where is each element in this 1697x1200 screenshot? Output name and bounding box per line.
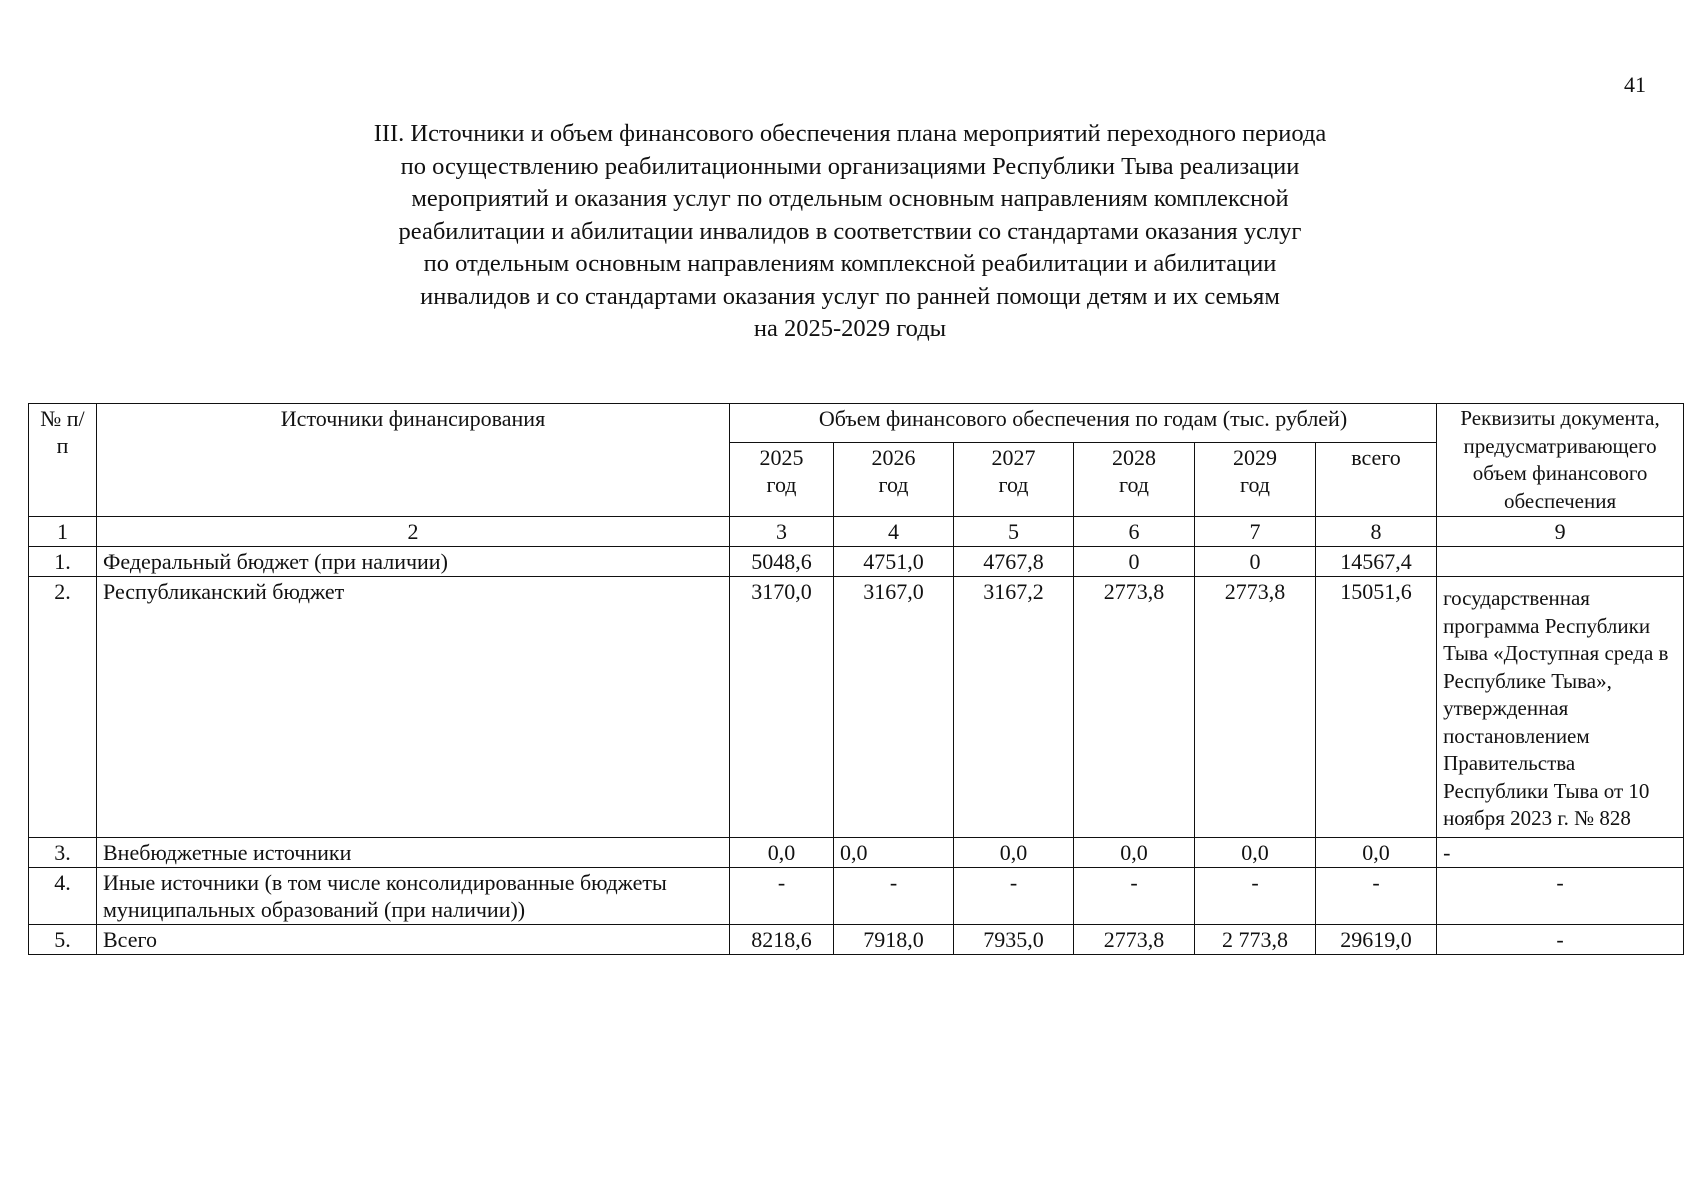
row-value-total: 14567,4 <box>1316 547 1437 577</box>
row-value-total: 15051,6 <box>1316 577 1437 838</box>
row-requisites: - <box>1437 924 1684 954</box>
column-number: 1 <box>29 517 97 547</box>
column-number: 7 <box>1195 517 1316 547</box>
table-row <box>29 867 1684 924</box>
row-value-2028: 2773,8 <box>1074 577 1195 838</box>
year-unit: год <box>1118 471 1150 497</box>
row-value-2027: - <box>954 867 1074 924</box>
title-line: инвалидов и со стандартами оказания услуг по ранней помощи детям и их семьям <box>420 282 1280 310</box>
row-value-2029: 0 <box>1195 547 1316 577</box>
year-label: 2025 <box>759 444 804 470</box>
title-line: мероприятий и оказания услуг по отдельным основным направлениям комплексной <box>411 185 1289 212</box>
row-value-2027: 4767,8 <box>954 547 1074 577</box>
row-source: Иные источники (в том числе консолидированные бюджеты муниципальных образований (при наличии)) <box>97 867 730 924</box>
column-number: 8 <box>1316 517 1437 547</box>
row-value-2029: 0,0 <box>1195 837 1316 867</box>
table-row <box>29 837 1684 867</box>
header-year-2026 <box>834 442 954 516</box>
row-value-2025: 8218,6 <box>730 924 834 954</box>
row-value-2029: 2 773,8 <box>1195 924 1316 954</box>
page-number: 41 <box>1624 72 1646 97</box>
year-unit: год <box>998 471 1029 497</box>
row-num: 3. <box>29 837 97 867</box>
row-value-2026: 3167,0 <box>834 577 954 838</box>
row-num: 5. <box>29 924 97 954</box>
title-line: по отдельным основным направлениям комплексной реабилитации и абилитации <box>423 250 1277 277</box>
year-label: 2027 <box>991 444 1036 470</box>
row-requisites: - <box>1437 867 1684 924</box>
year-label: 2028 <box>1112 444 1156 470</box>
column-number: 3 <box>730 517 834 547</box>
row-source: Федеральный бюджет (при наличии) <box>97 547 730 577</box>
column-number-row <box>29 517 1684 547</box>
row-num: 4. <box>29 867 97 924</box>
year-label: 2029 <box>1233 444 1277 470</box>
title-line: по осуществлению реабилитационными организациями Республики Тыва реализации <box>400 152 1300 180</box>
row-requisites: государственная программа Республики Тыва «Доступная среда в Республике Тыва», утвержденная постановлением Правительства Республики Тыва от 10 ноября 2023 г. № 828 <box>1437 577 1684 838</box>
column-number: 6 <box>1074 517 1195 547</box>
row-num: 2. <box>29 577 97 838</box>
row-value-2029: - <box>1195 867 1316 924</box>
row-value-2025: - <box>730 867 834 924</box>
row-value-total: - <box>1316 867 1437 924</box>
year-unit: год <box>766 471 797 497</box>
header-year-2025 <box>730 442 834 516</box>
row-value-2028: - <box>1074 867 1195 924</box>
year-unit: год <box>878 471 909 497</box>
row-value-2025: 3170,0 <box>730 577 834 838</box>
table-row <box>29 577 1684 838</box>
row-source: Внебюджетные источники <box>97 837 730 867</box>
row-value-2029: 2773,8 <box>1195 577 1316 838</box>
row-value-2025: 5048,6 <box>730 547 834 577</box>
row-value-total: 0,0 <box>1316 837 1437 867</box>
title-line: реабилитации и абилитации инвалидов в соответствии со стандартами оказания услуг <box>398 217 1302 245</box>
header-total: всего <box>1316 442 1437 516</box>
year-unit: год <box>1239 471 1271 497</box>
column-number: 2 <box>97 517 730 547</box>
row-value-2027: 0,0 <box>954 837 1074 867</box>
row-value-2027: 3167,2 <box>954 577 1074 838</box>
row-value-2027: 7935,0 <box>954 924 1074 954</box>
section-title <box>250 118 1450 346</box>
header-volume: Объем финансового обеспечения по годам (тыс. рублей) <box>730 404 1437 443</box>
row-value-2028: 2773,8 <box>1074 924 1195 954</box>
row-value-2026: - <box>834 867 954 924</box>
header-year-2029 <box>1195 442 1316 516</box>
row-value-2026: 7918,0 <box>834 924 954 954</box>
row-requisites: - <box>1437 837 1684 867</box>
row-num: 1. <box>29 547 97 577</box>
row-value-2025: 0,0 <box>730 837 834 867</box>
title-line: на 2025-2029 годы <box>753 315 947 342</box>
row-value-total: 29619,0 <box>1316 924 1437 954</box>
header-year-2027 <box>954 442 1074 516</box>
header-year-2028 <box>1074 442 1195 516</box>
row-value-2026: 4751,0 <box>834 547 954 577</box>
header-row <box>29 404 1684 443</box>
row-source: Республиканский бюджет <box>97 577 730 838</box>
financing-table <box>28 403 1684 955</box>
table-row <box>29 547 1684 577</box>
row-requisites <box>1437 547 1684 577</box>
column-number: 5 <box>954 517 1074 547</box>
header-num: № п/п <box>29 404 97 517</box>
row-value-2026: 0,0 <box>834 837 954 867</box>
column-number: 9 <box>1437 517 1684 547</box>
row-value-2028: 0 <box>1074 547 1195 577</box>
title-line: III. Источники и объем финансового обеспечения плана мероприятий переходного периода <box>373 120 1327 147</box>
year-label: 2026 <box>871 444 916 470</box>
row-value-2028: 0,0 <box>1074 837 1195 867</box>
header-requisites: Реквизиты документа, предусматривающего объем финансового обеспечения <box>1437 404 1684 517</box>
column-number: 4 <box>834 517 954 547</box>
table-row <box>29 924 1684 954</box>
header-source: Источники финансирования <box>97 404 730 517</box>
row-source: Всего <box>97 924 730 954</box>
